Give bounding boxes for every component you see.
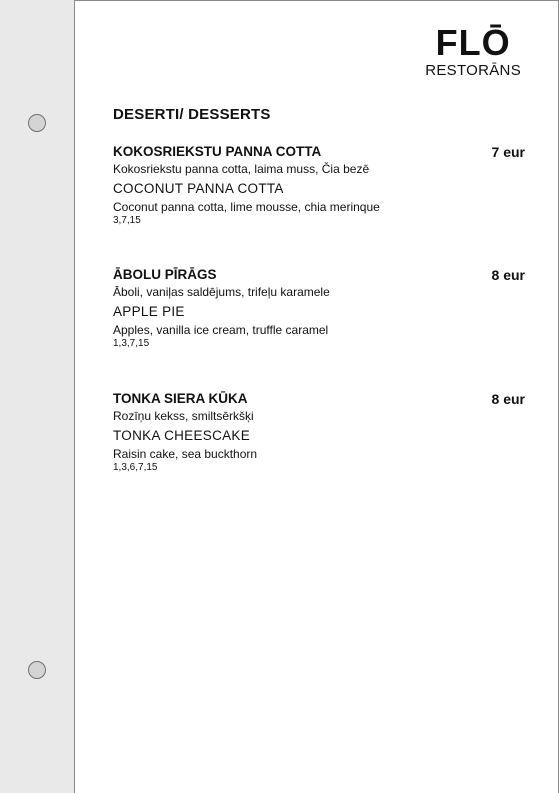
item-name-en: APPLE PIE [113, 304, 185, 319]
menu-item [113, 391, 525, 473]
item-description-lv: Rozīņu kekss, smiltsērkšķi [113, 409, 254, 423]
item-name-en: TONKA CHEESCAKE [113, 428, 251, 443]
restaurant-logo [425, 24, 521, 80]
section-title: DESERTI/ DESSERTS [113, 106, 271, 123]
item-name-lv: TONKA SIERA KŪKA [113, 391, 248, 406]
item-description-en: Coconut panna cotta, lime mousse, chia merinque [113, 200, 380, 214]
menu-binding-strip [0, 0, 75, 793]
item-name-lv: KOKOSRIEKSTU PANNA COTTA [113, 144, 322, 159]
item-price: 8 eur [491, 391, 525, 407]
item-name-lv: ĀBOLU PĪRĀGS [113, 267, 217, 282]
item-allergens: 1,3,7,15 [113, 338, 150, 349]
logo-subtitle: RESTORĀNS [425, 62, 521, 79]
item-description-lv: Āboli, vaniļas saldējums, trifeļu karamele [113, 285, 330, 299]
binder-hole-bottom [28, 661, 46, 679]
item-description-lv: Kokosriekstu panna cotta, laima muss, Čia bezē [113, 162, 370, 176]
item-name-en: COCONUT PANNA COTTA [113, 181, 284, 196]
item-allergens: 3,7,15 [113, 215, 141, 226]
item-price: 7 eur [491, 144, 525, 160]
item-description-en: Raisin cake, sea buckthorn [113, 447, 258, 461]
menu-item [113, 144, 525, 226]
menu-item [113, 267, 525, 349]
item-allergens: 1,3,6,7,15 [113, 462, 158, 473]
item-description-en: Apples, vanilla ice cream, truffle caramel [113, 323, 329, 337]
item-price: 8 eur [491, 267, 525, 283]
binder-hole-top [28, 114, 46, 132]
logo-wordmark: FLŌ [435, 22, 511, 63]
